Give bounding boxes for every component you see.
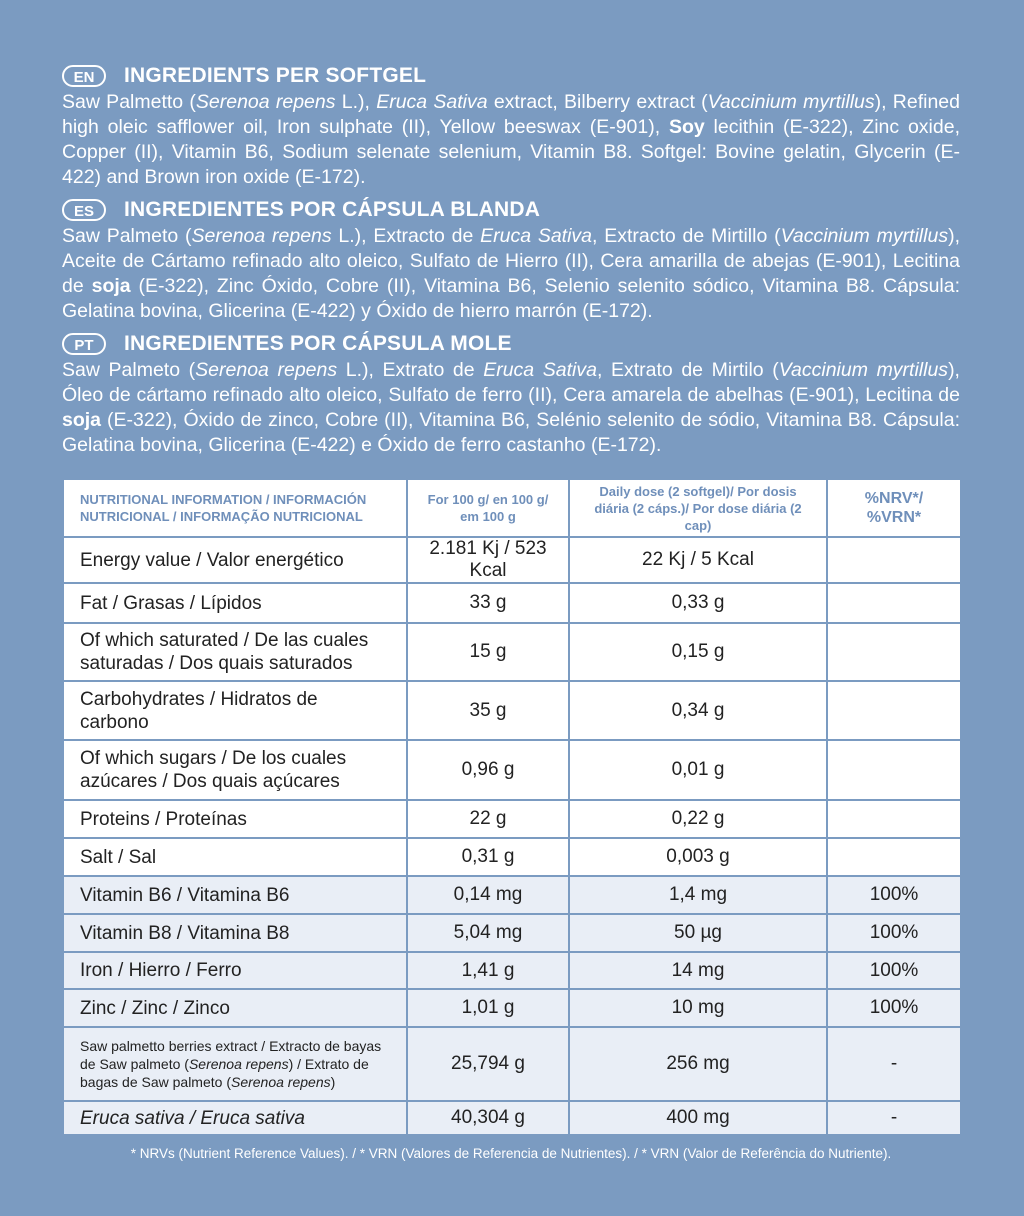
table-header-row [63, 479, 961, 537]
text-part: ), Aceite de Cártamo refinado alto oleico, Sulfato de Hierro (II), Cera amarilla de abejas (E-901), Lecitina de [62, 225, 960, 297]
value-per-100g: 1,41 g [407, 952, 569, 989]
value-daily-dose: 0,003 g [569, 838, 827, 876]
text-part: Saw Palmetto ( [62, 91, 196, 113]
table-row [63, 537, 961, 583]
value-nrv [827, 740, 961, 800]
text-italic: Serenoa repens [230, 1074, 331, 1090]
ingredients-section [62, 62, 960, 464]
value-per-100g: 0,31 g [407, 838, 569, 876]
value-per-100g: 1,01 g [407, 989, 569, 1027]
table-row [63, 1101, 961, 1135]
value-nrv [827, 800, 961, 838]
value-per-100g: 25,794 g [407, 1027, 569, 1101]
value-per-100g: 0,96 g [407, 740, 569, 800]
value-nrv: - [827, 1101, 961, 1135]
header-per-100g: For 100 g/ en 100 g/ em 100 g [407, 479, 569, 537]
nutrient-name: Vitamin B6 / Vitamina B6 [63, 876, 407, 914]
value-daily-dose: 1,4 mg [569, 876, 827, 914]
nutrient-name: Salt / Sal [63, 838, 407, 876]
value-nrv [827, 623, 961, 681]
nutrient-name [63, 1027, 407, 1101]
text-italic: Serenoa repens [195, 91, 336, 113]
table-row [63, 583, 961, 623]
nutrient-name: Eruca sativa / Eruca sativa [63, 1101, 407, 1135]
value-daily-dose: 400 mg [569, 1101, 827, 1135]
value-nrv: 100% [827, 876, 961, 914]
ingredients-es [62, 196, 960, 324]
text-part: (E-322), Zinc Óxido, Cobre (II), Vitamina B6, Selenio selenito sódico, Vitamina B8. Cápsula: Gelatina bovina, Glicerina (E-422) y Óxido de hierro marrón (E-172). [62, 275, 961, 322]
nutrient-name: Proteins / Proteínas [63, 800, 407, 838]
value-nrv: 100% [827, 989, 961, 1027]
ingredients-en [62, 62, 960, 190]
text-part: lecithin (E-322), Zinc oxide, Copper (II), Vitamin B6, Sodium selenate selenium, Vitamin B8. Softgel: Bovine gelatin, Glycerin (E-422) and Brown iron oxide (E-172). [62, 116, 960, 188]
value-per-100g: 22 g [407, 800, 569, 838]
nutrient-name: Of which saturated / De las cuales saturadas / Dos quais saturados [63, 623, 407, 681]
value-nrv [827, 583, 961, 623]
nutrient-name: Fat / Grasas / Lípidos [63, 583, 407, 623]
text-part: L.), Extrato de [337, 359, 484, 381]
value-per-100g: 33 g [407, 583, 569, 623]
nutrient-name: Vitamin B8 / Vitamina B8 [63, 914, 407, 952]
text-part: , Extrato de Mirtilo ( [596, 359, 779, 381]
header-daily-dose: Daily dose (2 softgel)/ Por dosis diária (2 cáps.)/ Por dose diária (2 cap) [569, 479, 827, 537]
value-daily-dose: 10 mg [569, 989, 827, 1027]
nutrient-name: Carbohydrates / Hidratos de carbono [63, 681, 407, 740]
table-row [63, 1027, 961, 1101]
ingredients-en-header [62, 62, 960, 90]
allergen-bold: Soy [668, 116, 705, 138]
text-italic: Eruca Sativa [480, 225, 593, 247]
value-nrv: 100% [827, 952, 961, 989]
ingredients-en-title: INGREDIENTS PER SOFTGEL [124, 64, 427, 87]
header-nrv: %NRV*/ %VRN* [827, 479, 961, 537]
language-badge-pt: PT [62, 333, 106, 355]
text-italic: Vaccinium myrtillus [780, 225, 949, 247]
value-daily-dose: 0,01 g [569, 740, 827, 800]
ingredients-en-text [62, 90, 960, 190]
language-badge-en: EN [62, 65, 106, 87]
text-italic: Serenoa repens [195, 359, 338, 381]
value-daily-dose: 256 mg [569, 1027, 827, 1101]
value-nrv: - [827, 1027, 961, 1101]
table-row [63, 838, 961, 876]
value-per-100g: 15 g [407, 623, 569, 681]
header-nutritional-info: NUTRITIONAL INFORMATION / INFORMACIÓN NUTRICIONAL / INFORMAÇÃO NUTRICIONAL [63, 479, 407, 537]
ingredients-es-text [62, 224, 960, 324]
language-badge-es: ES [62, 199, 106, 221]
table-row [63, 800, 961, 838]
nutrition-table [62, 478, 962, 1136]
allergen-bold: soja [62, 409, 102, 431]
value-nrv [827, 838, 961, 876]
text-part: extract, Bilberry extract ( [487, 91, 708, 113]
value-daily-dose: 50 µg [569, 914, 827, 952]
text-part: L.), [335, 91, 377, 113]
value-daily-dose: 22 Kj / 5 Kcal [569, 537, 827, 583]
text-italic: Serenoa repens [191, 225, 332, 247]
table-row [63, 623, 961, 681]
table-row [63, 989, 961, 1027]
value-daily-dose: 0,33 g [569, 583, 827, 623]
text-part: (E-322), Óxido de zinco, Cobre (II), Vitamina B6, Selénio selenito de sódio, Vitamina B8. Cápsula: Gelatina bovina, Glicerina (E-422) e Óxido de ferro castanho (E-172). [62, 409, 960, 456]
value-daily-dose: 0,15 g [569, 623, 827, 681]
value-per-100g: 2.181 Kj / 523 Kcal [407, 537, 569, 583]
footnote: * NRVs (Nutrient Reference Values). / * VRN (Valores de Referencia de Nutrientes). / * VRN (Valor de Referência do Nutriente). [130, 1146, 892, 1161]
text-part: Saw palmetto berries extract / Extracto de bayas de Saw palmeto ( [80, 1038, 382, 1072]
text-italic: Eruca Sativa [376, 91, 488, 113]
text-part: ), Óleo de cártamo refinado alto oleico, Sulfato de ferro (II), Cera amarela de abelhas (E-901), Lecitina de [62, 359, 960, 406]
nutrient-name: Energy value / Valor energético [63, 537, 407, 583]
value-per-100g: 5,04 mg [407, 914, 569, 952]
value-daily-dose: 0,22 g [569, 800, 827, 838]
value-per-100g: 35 g [407, 681, 569, 740]
text-part: L.), Extracto de [331, 225, 481, 247]
table-row [63, 952, 961, 989]
text-italic: Vaccinium myrtillus [707, 91, 875, 113]
value-daily-dose: 0,34 g [569, 681, 827, 740]
nutrient-name: Iron / Hierro / Ferro [63, 952, 407, 989]
text-part: Saw Palmeto ( [62, 359, 196, 381]
table-row [63, 914, 961, 952]
table-row [63, 876, 961, 914]
text-part: ), Refined high oleic safflower oil, Iron sulphate (II), Yellow beeswax (E-901), [62, 91, 961, 138]
text-italic: Eruca Sativa [483, 359, 597, 381]
ingredients-es-header [62, 196, 960, 224]
table-row [63, 681, 961, 740]
text-part: Saw Palmeto ( [62, 225, 192, 247]
value-nrv: 100% [827, 914, 961, 952]
text-italic: Serenoa repens [188, 1056, 289, 1072]
text-part: ) [330, 1074, 336, 1090]
ingredients-pt [62, 330, 960, 458]
nutrient-name: Of which sugars / De los cuales azúcares / Dos quais açúcares [63, 740, 407, 800]
allergen-bold: soja [91, 275, 131, 297]
text-part: , Extracto de Mirtillo ( [592, 225, 781, 247]
ingredients-es-title: INGREDIENTES POR CÁPSULA BLANDA [124, 198, 541, 221]
value-nrv [827, 681, 961, 740]
value-per-100g: 40,304 g [407, 1101, 569, 1135]
value-nrv [827, 537, 961, 583]
table-row [63, 740, 961, 800]
ingredients-pt-text [62, 358, 960, 458]
text-italic: Vaccinium myrtillus [778, 359, 949, 381]
nutrient-name: Zinc / Zinc / Zinco [63, 989, 407, 1027]
ingredients-pt-header [62, 330, 960, 358]
ingredients-pt-title: INGREDIENTES POR CÁPSULA MOLE [124, 332, 512, 355]
text-part: ) / Extrato de bagas de Saw palmeto ( [80, 1056, 369, 1090]
value-per-100g: 0,14 mg [407, 876, 569, 914]
value-daily-dose: 14 mg [569, 952, 827, 989]
